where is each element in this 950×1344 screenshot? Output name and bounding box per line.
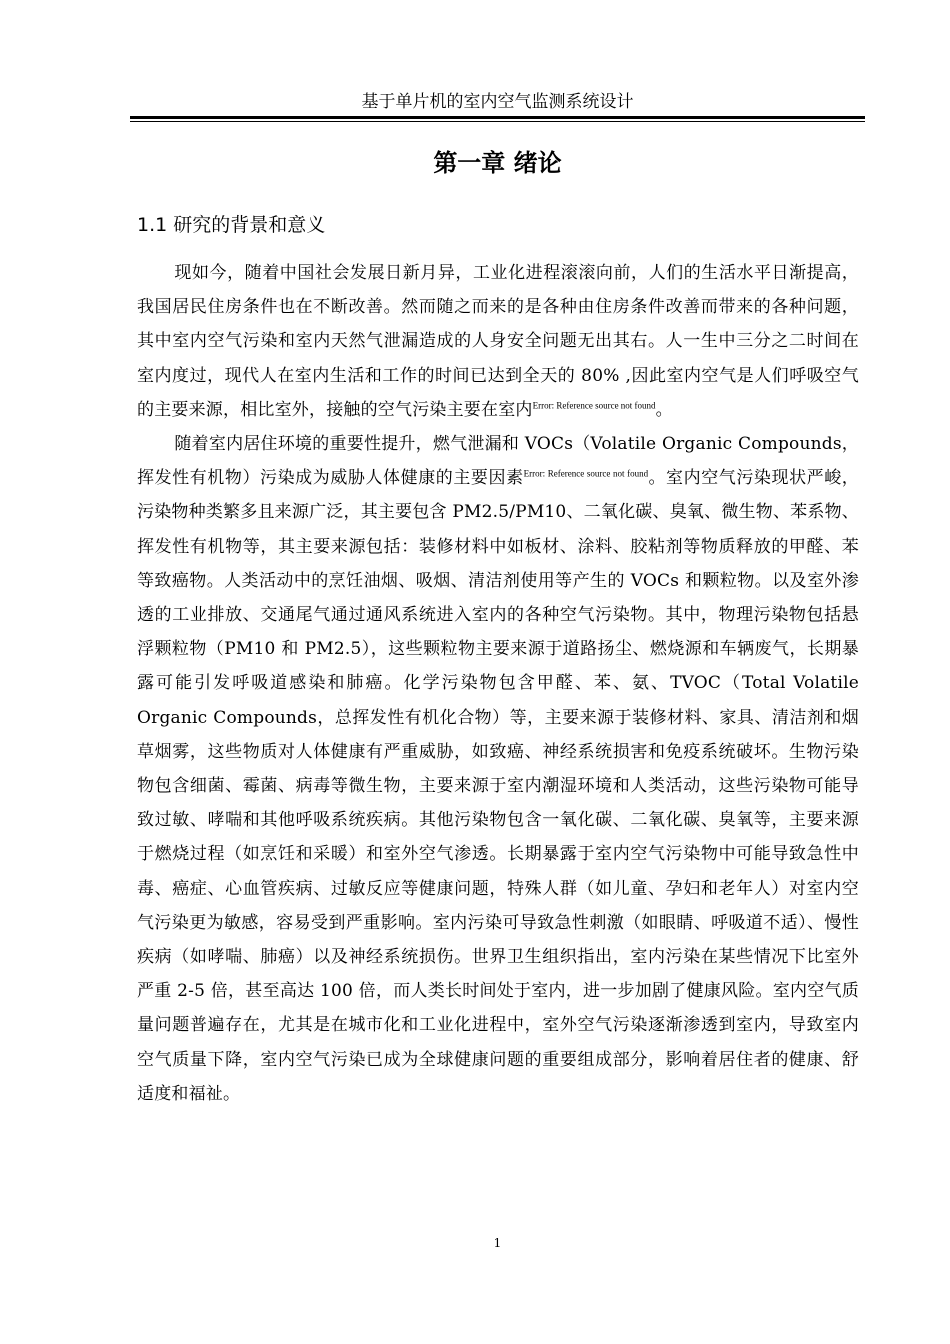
reference-error-note: Error: Reference source not found bbox=[523, 468, 649, 479]
paragraph-1-text: 现如今，随着中国社会发展日新月异，工业化进程滚滚向前，人们的生活水平日渐提高，我国居民住房条件也在不断改善。然而随之而来的是各种由住房条件改善而带来的各种问题，其中室内空气污染和室内天然气泄漏造成的人身安全问题无出其右。人一生中三分之二时间在室内度过，现代人在室内生活和工作的时间已达到全天的 80% ,因此室内空气是人们呼吸空气的主要来源，相比室外，接触的空气污染主要在室内 bbox=[137, 263, 859, 420]
body-text bbox=[137, 256, 859, 1111]
reference-error-note: Error: Reference source not found bbox=[532, 400, 656, 411]
paragraph-1 bbox=[137, 256, 859, 427]
paragraph-2-rest: 。室内空气污染现状严峻，污染物种类繁多且来源广泛，其主要包含 PM2.5/PM10、二氧化碳、臭氧、微生物、苯系物、挥发性有机物等，其主要来源包括：装修材料中如板材、涂料、胶粘剂等物质释放的甲醛、苯等致癌物。人类活动中的烹饪油烟、吸烟、清洁剂使用等产生的 VOCs 和颗粒物。以及室外渗透的工业排放、交通尾气通过通风系统进入室内的各种空气污染物。其中，物理污染物包括悬浮颗粒物（PM10 和 PM2.5），这些颗粒物主要来源于道路扬尘、燃烧源和车辆废气，长期暴露可能引发呼吸道感染和肺癌。化学污染物包含甲醛、苯、氨、TVOC（Total Volatile Organic Compounds，总挥发性有机化合物）等，主要来源于装修材料、家具、清洁剂和烟草烟雾，这些物质对人体健康有严重威胁，如致癌、神经系统损害和免疫系统破坏。生物污染物包含细菌、霉菌、病毒等微生物，主要来源于室内潮湿环境和人类活动，这些污染物可能导致过敏、哮喘和其他呼吸系统疾病。其他污染物包含一氧化碳、二氧化碳、臭氧等，主要来源于燃烧过程（如烹饪和采暖）和室外空气渗透。长期暴露于室内空气污染物中可能导致急性中毒、癌症、心血管疾病、过敏反应等健康问题，特殊人群（如儿童、孕妇和老年人）对室内空气污染更为敏感，容易受到严重影响。室内污染可导致急性刺激（如眼睛、呼吸道不适）、慢性疾病（如哮喘、肺癌）以及神经系统损伤。世界卫生组织指出，室内污染在某些情况下比室外严重 2-5 倍，甚至高达 100 倍，而人类长时间处于室内，进一步加剧了健康风险。室内空气质量问题普遍存在，尤其是在城市化和工业化进程中，室外空气污染逐渐渗透到室内，导致室内空气质量下降，室内空气污染已成为全球健康问题的重要组成部分，影响着居住者的健康、舒适度和福祉。 bbox=[137, 468, 859, 1104]
header-rule-thick bbox=[130, 116, 865, 119]
section-title: 1.1 研究的背景和意义 bbox=[137, 214, 326, 236]
running-header: 基于单片机的室内空气监测系统设计 bbox=[361, 92, 634, 112]
paragraph-1-end: 。 bbox=[655, 399, 673, 420]
page-number: 1 bbox=[493, 1236, 502, 1250]
paragraph-2 bbox=[137, 427, 859, 1111]
header-rule-thin bbox=[130, 121, 865, 122]
paragraph-2-text: 随着室内居住环境的重要性提升，燃气泄漏和 VOCs（Volatile Organic Compounds，挥发性有机物）污染成为威胁人体健康的主要因素 bbox=[137, 434, 859, 489]
chapter-title: 第一章 绪论 bbox=[433, 149, 562, 177]
